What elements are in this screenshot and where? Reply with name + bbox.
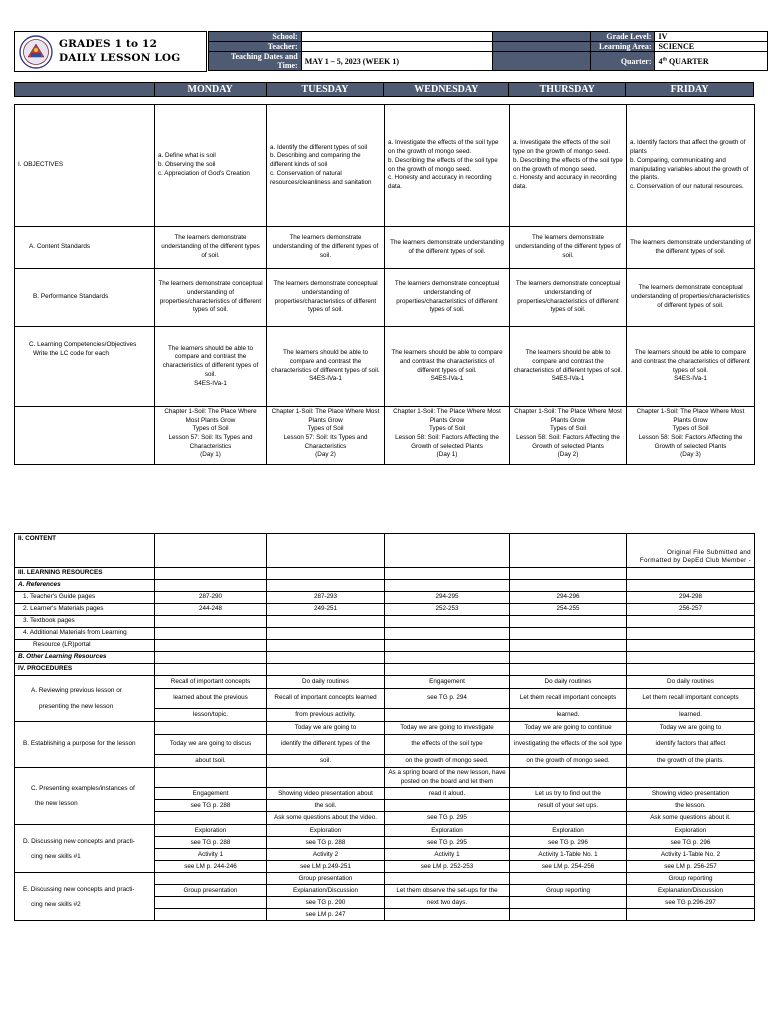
empty-cell: [155, 616, 267, 628]
empty-cell: [510, 628, 627, 640]
competency-text: The learners should be able to compare and contrast the characteristics of different types of soil. S4ES-IVa-1: [513, 349, 623, 383]
procedure-b-cell: investigating the effects of the soil type: [510, 735, 627, 755]
empty-cell: [267, 652, 385, 664]
procedure-d-cell: Exploration: [267, 825, 385, 837]
teaching-dates-label-2: Time:: [277, 61, 298, 70]
content-standard-cell: The learners demonstrate understanding of the different types of soil.: [385, 227, 510, 269]
objective-text: a. Investigate the effects of the soil type on the growth of mongo seed. b. Describing the effects of the soil type on the growth of mongo seed. c. Honesty and accuracy in recording data.: [513, 139, 623, 190]
lesson-text: Chapter 1-Soil: The Place Where Most Plants Grow Types of Soil Lesson 58: Soil: Factors Affecting the Growth of selected Plants (Day 3): [636, 408, 745, 459]
procedure-e-cell: [510, 909, 627, 921]
content-standard-cell: The learners demonstrate understanding of the different types of soil.: [510, 227, 627, 269]
procedure-c-cell: the soil.: [267, 800, 385, 812]
caption-line-2: Formatted by DepEd Club Member -: [639, 557, 751, 565]
teaching-dates-label-1: Teaching Dates and: [230, 52, 298, 61]
procedure-e-cell: [627, 909, 755, 921]
content-cell: [155, 534, 267, 568]
references-row: [15, 580, 755, 592]
procedure-c-cell: the lesson.: [627, 800, 755, 812]
procedure-a-label-2: presenting the new lesson: [39, 702, 114, 710]
procedure-c-row: [15, 768, 755, 788]
procedure-d-cell: see LM p. 254-256: [510, 861, 627, 873]
procedure-d-cell: Exploration: [385, 825, 510, 837]
competencies-label: [15, 327, 155, 407]
procedure-c-cell: Let us try to find out the: [510, 788, 627, 800]
procedure-d-cell: see LM p.249-251: [267, 861, 385, 873]
procedure-e-cell: next two days.: [385, 897, 510, 909]
procedure-a-cell: Do daily routines: [627, 676, 755, 689]
lesson-cell: [155, 407, 267, 465]
day-tuesday: TUESDAY: [266, 83, 384, 97]
procedure-e-cell: [155, 909, 267, 921]
deped-logo-box: [14, 31, 207, 72]
procedure-e-cell: [385, 873, 510, 885]
header-spacer: [493, 42, 590, 52]
procedure-a-cell: Do daily routines: [510, 676, 627, 689]
procedure-d-cell: see LM p. 256-257: [627, 861, 755, 873]
competency-text: The learners should be able to compare and contrast the characteristics of different types of soil. S4ES-IVa-1: [391, 349, 503, 383]
procedure-c-label: [15, 768, 155, 825]
empty-cell: [627, 580, 755, 592]
objective-text: a. Identify the different types of soil b. Describing and comparing the different kinds of soil c. Conservation of natural resources/cleanliness and sanitation: [270, 143, 372, 186]
lesson-title-row: [15, 407, 755, 465]
empty-cell: [267, 628, 385, 640]
procedure-c-cell: [155, 768, 267, 788]
procedure-a-cell: Do daily routines: [267, 676, 385, 689]
grade-level-label: Grade Level:: [590, 32, 655, 42]
content-standard-cell: The learners demonstrate understanding of the different types of soil.: [627, 227, 755, 269]
procedure-a-cell: Recall of important concepts learned: [267, 689, 385, 709]
empty-cell: [627, 568, 755, 580]
header-spacer: [493, 32, 590, 42]
content-row: [15, 534, 755, 568]
procedure-d-cell: Activity 2: [267, 849, 385, 861]
empty-cell: [627, 652, 755, 664]
procedure-e-cell: [155, 873, 267, 885]
day-thursday: THURSDAY: [509, 83, 626, 97]
procedure-d-cell: Exploration: [510, 825, 627, 837]
procedure-e-cell: Let them observe the set-ups for the: [385, 885, 510, 897]
procedure-a-cell: learned.: [510, 709, 627, 722]
procedure-e-cell: Group reporting: [510, 885, 627, 897]
tg-pages-row: [15, 592, 755, 604]
objective-cell: [627, 105, 755, 227]
procedure-a-cell: Engagement: [385, 676, 510, 689]
day-header-row: [14, 82, 754, 97]
procedure-b-cell: Today we are going to discus: [155, 735, 267, 755]
dll-title: DAILY LESSON LOG: [59, 52, 181, 64]
procedure-c-cell: [267, 768, 385, 788]
procedure-b-cell: Today we are going to continue: [510, 722, 627, 735]
content-cell: [510, 534, 627, 568]
empty-cell: [385, 628, 510, 640]
competency-cell: [627, 327, 755, 407]
textbook-pages-row: [15, 616, 755, 628]
objective-text: a. Define what is soil b. Observing the soil c. Appreciation of God's Creation: [158, 152, 250, 177]
quarter-text: QUARTER: [666, 56, 709, 66]
other-resources-row: [15, 652, 755, 664]
procedure-e-cell: see TG p.296-297: [627, 897, 755, 909]
procedure-c-cell: read it aloud.: [385, 788, 510, 800]
competency-cell: [267, 327, 385, 407]
lm-pages-cell: 252-253: [385, 604, 510, 616]
procedure-d-cell: see TG p. 295: [385, 837, 510, 849]
procedure-e-cell: [510, 897, 627, 909]
day-friday: FRIDAY: [626, 83, 754, 97]
procedure-d-cell: see LM p. 244-246: [155, 861, 267, 873]
header-spacer: [493, 52, 590, 71]
procedure-c-cell: Engagement: [155, 788, 267, 800]
procedure-d-row: [15, 825, 755, 837]
procedure-a-cell: lesson/topic.: [155, 709, 267, 722]
quarter-suffix: th: [662, 56, 667, 62]
resources-header-row: [15, 568, 755, 580]
procedure-d-cell: Activity 1: [155, 849, 267, 861]
procedure-c-cell: As a spring board of the new lesson, have posted on the board and let them: [385, 768, 510, 788]
content-label: II. CONTENT: [15, 534, 155, 568]
procedure-d-cell: see TG p. 296: [510, 837, 627, 849]
competency-cell: [155, 327, 267, 407]
procedure-e-cell: [155, 897, 267, 909]
procedure-b-cell: Today we are going to investigate: [385, 722, 510, 735]
procedure-b-cell: on the growth of mongo seed.: [510, 755, 627, 768]
procedure-c-label-1: C. Presenting examples/instances of: [31, 784, 135, 792]
lesson-cell: [267, 407, 385, 465]
performance-standards-row: [15, 269, 755, 327]
procedure-c-cell: [155, 812, 267, 825]
procedure-e-row: [15, 873, 755, 885]
lesson-label-blank: [15, 407, 155, 465]
caption-line-1: Original File Submitted and: [666, 548, 751, 556]
procedure-c-cell: Ask some questions about the video.: [267, 812, 385, 825]
empty-cell: [510, 580, 627, 592]
empty-cell: [267, 664, 385, 676]
empty-cell: [267, 616, 385, 628]
textbook-pages-label: 3. Textbook pages: [15, 616, 155, 628]
empty-cell: [510, 664, 627, 676]
procedure-b-cell: identify factors that affect: [627, 735, 755, 755]
competency-text: The learners should be able to compare and contrast the characteristics of different types of soil. S4ES-IVa-1: [631, 349, 750, 383]
resources-label: III. LEARNING RESOURCES: [15, 568, 155, 580]
grade-level-value: IV: [655, 32, 768, 42]
procedure-d-cell: see TG p. 296: [627, 837, 755, 849]
procedure-a-cell: Let them recall important concepts: [627, 689, 755, 709]
objectives-row: [15, 105, 755, 227]
day-wednesday: WEDNESDAY: [384, 83, 509, 97]
quarter-label: Quarter:: [590, 52, 655, 71]
procedure-a-cell: Let them recall important concepts: [510, 689, 627, 709]
other-resources-label: B. Other Learning Resources: [15, 652, 155, 664]
procedure-b-cell: on the growth of mongo seed.: [385, 755, 510, 768]
header-info-table: [208, 31, 768, 71]
empty-cell: [385, 568, 510, 580]
empty-cell: [385, 580, 510, 592]
procedure-c-cell: see TG p. 295: [385, 812, 510, 825]
procedure-b-cell: [155, 722, 267, 735]
empty-cell: [385, 616, 510, 628]
empty-cell: [510, 616, 627, 628]
lesson-cell: [385, 407, 510, 465]
competency-cell: [385, 327, 510, 407]
content-standards-label: A. Content Standards: [15, 227, 155, 269]
lm-pages-row: [15, 604, 755, 616]
procedure-d-cell: Exploration: [627, 825, 755, 837]
competencies-row: [15, 327, 755, 407]
procedure-d-cell: Activity 1-Table No. 2: [627, 849, 755, 861]
objective-text: a. Investigate the effects of the soil type on the growth of mongo seed. b. Describing the effects of the soil type on the growth of mongo seed. c. Honesty and accuracy in recording data.: [388, 139, 499, 190]
procedure-e-cell: see TG p. 290: [267, 897, 385, 909]
lesson-text: Chapter 1-Soil: The Place Where Most Plants Grow Types of Soil Lesson 58: Soil: Factors Affecting the Growth of selected Plants (Day 1): [393, 408, 501, 459]
procedure-b-cell: the effects of the soil type: [385, 735, 510, 755]
procedure-e-label-1: E. Discussing new concepts and practi-: [23, 885, 135, 893]
procedure-e-cell: see LM p. 247: [267, 909, 385, 921]
objective-cell: [267, 105, 385, 227]
procedure-c-cell: see TG p. 288: [155, 800, 267, 812]
tg-pages-cell: 287-290: [155, 592, 267, 604]
objectives-table: [14, 104, 755, 465]
empty-cell: [155, 580, 267, 592]
procedure-a-cell: learned.: [627, 709, 755, 722]
procedure-b-cell: the growth of the plants.: [627, 755, 755, 768]
content-cell: [385, 534, 510, 568]
day-header-blank: [15, 83, 155, 97]
procedure-a-row: [15, 676, 755, 689]
procedure-c-cell: [510, 768, 627, 788]
procedure-c-cell: result of your set ups.: [510, 800, 627, 812]
procedure-e-cell: Group presentation: [155, 885, 267, 897]
empty-cell: [267, 580, 385, 592]
content-standard-cell: The learners demonstrate understanding of the different types of soil.: [155, 227, 267, 269]
empty-cell: [155, 640, 267, 652]
lesson-cell: [510, 407, 627, 465]
empty-cell: [510, 652, 627, 664]
procedure-d-label-1: D. Discussing new concepts and practi-: [23, 837, 135, 845]
procedure-c-label-2: the new lesson: [35, 800, 78, 808]
performance-standard-cell: The learners demonstrate conceptual understanding of properties/characteristics of different types of soil.: [385, 269, 510, 327]
procedure-e-cell: [385, 909, 510, 921]
lm-pages-label: 2. Learner's Materials pages: [15, 604, 155, 616]
empty-cell: [385, 652, 510, 664]
procedure-e-label: [15, 873, 155, 921]
performance-standard-cell: The learners demonstrate conceptual understanding of properties/characteristics of different types of soil.: [155, 269, 267, 327]
procedure-d-cell: Exploration: [155, 825, 267, 837]
teacher-value: [301, 42, 493, 52]
procedures-label: IV. PROCEDURES: [15, 664, 155, 676]
procedure-e-label-2: cing new skills #2: [31, 900, 81, 908]
lesson-cell: [627, 407, 755, 465]
procedure-a-label-1: A. Reviewing previous lesson or: [31, 687, 122, 695]
teaching-dates-value: MAY 1 – 5, 2023 (WEEK 1): [301, 52, 493, 71]
procedure-d-label: [15, 825, 155, 873]
competency-text: The learners should be able to compare and contrast the characteristics of different types of soil. S4ES-IVa-1: [271, 349, 380, 383]
lm-pages-cell: 249-251: [267, 604, 385, 616]
procedure-b-cell: about tsoil.: [155, 755, 267, 768]
procedure-c-cell: Showing video presentation: [627, 788, 755, 800]
learning-area-label: Learning Area:: [590, 42, 655, 52]
empty-cell: [155, 568, 267, 580]
deped-seal-icon: [19, 35, 53, 69]
procedure-a-cell: [385, 709, 510, 722]
procedure-b-cell: soil.: [267, 755, 385, 768]
procedure-a-cell: see TG p. 294: [385, 689, 510, 709]
tg-pages-cell: 287-293: [267, 592, 385, 604]
empty-cell: [155, 652, 267, 664]
procedure-d-cell: Activity 1: [385, 849, 510, 861]
procedure-b-row: [15, 722, 755, 735]
objective-cell: [385, 105, 510, 227]
lesson-text: Chapter 1-Soil: The Place Where Most Plants Grow Types of Soil Lesson 57: Soil: Its Types and Characteristics (Day 1): [164, 408, 257, 459]
competency-cell: [510, 327, 627, 407]
procedure-e-cell: Group presentation: [267, 873, 385, 885]
school-value: [301, 32, 493, 42]
empty-cell: [385, 664, 510, 676]
procedures-header-row: [15, 664, 755, 676]
procedure-a-cell: from previous activity.: [267, 709, 385, 722]
procedure-c-cell: [510, 812, 627, 825]
additional-materials-label-2: Resource (LR)portal: [15, 640, 155, 652]
procedure-e-cell: [510, 873, 627, 885]
empty-cell: [385, 640, 510, 652]
tg-pages-cell: 294-295: [385, 592, 510, 604]
procedures-table: [14, 533, 755, 921]
lm-pages-cell: 254-255: [510, 604, 627, 616]
additional-materials-row-2: [15, 640, 755, 652]
procedure-a-cell: Recall of important concepts: [155, 676, 267, 689]
tg-pages-cell: 294-298: [627, 592, 755, 604]
school-label: School:: [209, 32, 302, 42]
procedure-c-cell: [385, 800, 510, 812]
competencies-label-2: Write the LC code for each: [33, 349, 109, 357]
procedure-d-cell: see TG p. 288: [155, 837, 267, 849]
performance-standards-label: B. Performance Standards: [15, 269, 155, 327]
lesson-text: Chapter 1-Soil: The Place Where Most Plants Grow Types of Soil Lesson 57: Soil: Its Types and Characteristics (Day 2): [271, 408, 380, 459]
performance-standard-cell: The learners demonstrate conceptual understanding of properties/characteristics of different types of soil.: [627, 269, 755, 327]
teacher-label: Teacher:: [209, 42, 302, 52]
procedure-c-cell: Ask some questions about it.: [627, 812, 755, 825]
objective-cell: [155, 105, 267, 227]
procedure-b-cell: Today we are going to: [267, 722, 385, 735]
empty-cell: [627, 616, 755, 628]
content-standard-cell: The learners demonstrate understanding of the different types of soil.: [267, 227, 385, 269]
procedure-b-label: B. Establishing a purpose for the lesson: [15, 722, 155, 768]
procedure-b-cell: Today we are going to: [627, 722, 755, 735]
empty-cell: [510, 568, 627, 580]
lm-pages-cell: 256-257: [627, 604, 755, 616]
procedure-d-cell: see TG p. 288: [267, 837, 385, 849]
grades-title: GRADES 1 to 12: [59, 38, 158, 50]
procedure-d-label-2: cing new skills #1: [31, 852, 81, 860]
procedure-d-cell: Activity 1-Table No. 1: [510, 849, 627, 861]
procedure-e-cell: Group reporting: [627, 873, 755, 885]
competencies-label-1: C. Learning Competencies/Objectives: [29, 341, 137, 348]
additional-materials-label-1: 4. Additional Materials from Learning: [15, 628, 155, 640]
objective-cell: [510, 105, 627, 227]
empty-cell: [510, 640, 627, 652]
day-monday: MONDAY: [154, 83, 266, 97]
procedure-b-cell: identify the different types of the: [267, 735, 385, 755]
lesson-text: Chapter 1-Soil: The Place Where Most Plants Grow Types of Soil Lesson 58: Soil: Factors Affecting the Growth of selected Plants (Day 2): [514, 408, 622, 459]
empty-cell: [267, 568, 385, 580]
objectives-label: I. OBJECTIVES: [15, 105, 155, 227]
references-label: A. References: [15, 580, 155, 592]
lm-pages-cell: 244-248: [155, 604, 267, 616]
procedure-c-cell: Showing video presentation about: [267, 788, 385, 800]
additional-materials-row-1: [15, 628, 755, 640]
tg-pages-label: 1. Teacher's Guide pages: [15, 592, 155, 604]
empty-cell: [627, 640, 755, 652]
learning-area-value: SCIENCE: [655, 42, 768, 52]
procedure-a-cell: learned about the previous: [155, 689, 267, 709]
empty-cell: [155, 664, 267, 676]
empty-cell: [627, 628, 755, 640]
competency-text: The learners should be able to compare and contrast the characteristics of different types of soil. S4ES-IVa-1: [162, 344, 259, 387]
objective-text: a. Identify factors that affect the growth of plants b. Comparing, communicating and manipulating variables about the growth of the plants. c. Conservation of our natural resources.: [630, 139, 749, 190]
procedure-d-cell: see LM p. 252-253: [385, 861, 510, 873]
performance-standard-cell: The learners demonstrate conceptual understanding of properties/characteristics of different types of soil.: [267, 269, 385, 327]
performance-standard-cell: The learners demonstrate conceptual understanding of properties/characteristics of different types of soil.: [510, 269, 627, 327]
procedure-e-cell: Explanation/Discussion: [627, 885, 755, 897]
empty-cell: [155, 628, 267, 640]
content-standards-row: [15, 227, 755, 269]
tg-pages-cell: 294-296: [510, 592, 627, 604]
procedure-c-cell: [627, 768, 755, 788]
quarter-value: [655, 52, 768, 71]
content-cell: [267, 534, 385, 568]
quarter-number: 4: [658, 56, 663, 66]
content-cell: [627, 534, 755, 568]
procedure-a-label: [15, 676, 155, 722]
procedure-e-cell: Explanation/Discussion: [267, 885, 385, 897]
empty-cell: [267, 640, 385, 652]
teaching-dates-label: [209, 52, 302, 71]
empty-cell: [627, 664, 755, 676]
